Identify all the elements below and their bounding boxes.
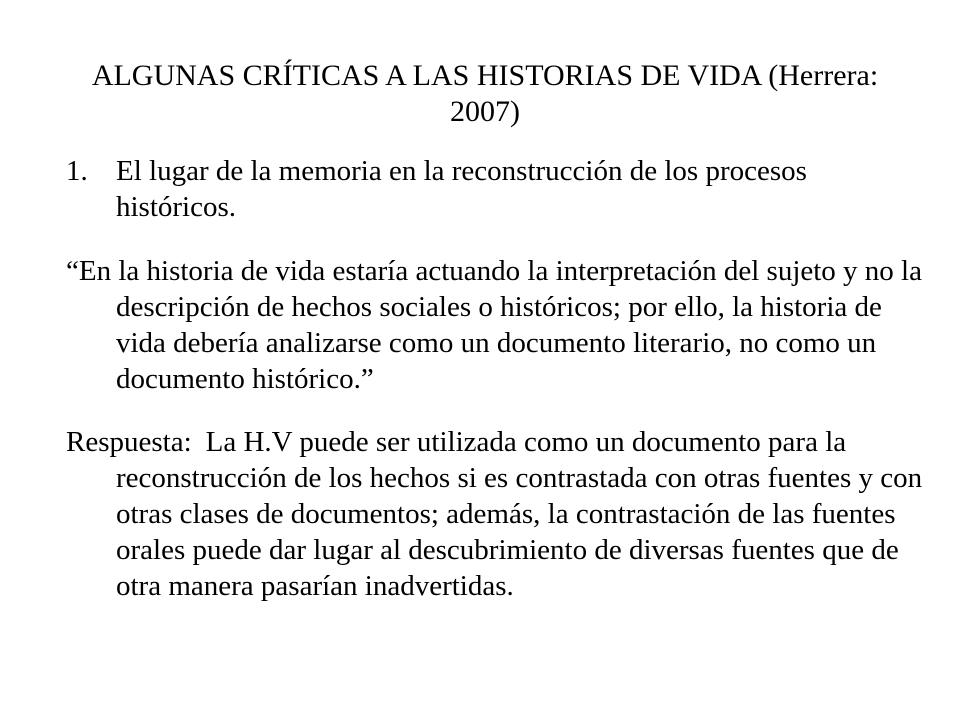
slide-title: ALGUNAS CRÍTICAS A LAS HISTORIAS DE VIDA (Herrera: 2007) <box>91 59 879 128</box>
answer-label: Respuesta: <box>66 426 192 458</box>
list-item-number: 1. <box>66 155 88 187</box>
list-item <box>66 153 926 225</box>
answer-paragraph <box>66 424 926 604</box>
answer-text: La H.V puede ser utilizada como un documento para la reconstrucción de los hechos si es contrastada con otras fuentes y con otras clases de documentos; además, la contrastación de las fuentes orales puede dar lugar al descubrimiento de diversas fuentes que de otra manera pasarían inadvertidas. <box>116 426 923 602</box>
list-item-text: El lugar de la memoria en la reconstrucción de los procesos históricos. <box>116 155 807 223</box>
quote-paragraph: “En la historia de vida estaría actuando la interpretación del sujeto y no la descripción de hechos sociales o históricos; por ello, la historia de vida debería analizarse como un documento literario, no como un documento histórico.” <box>66 255 922 395</box>
